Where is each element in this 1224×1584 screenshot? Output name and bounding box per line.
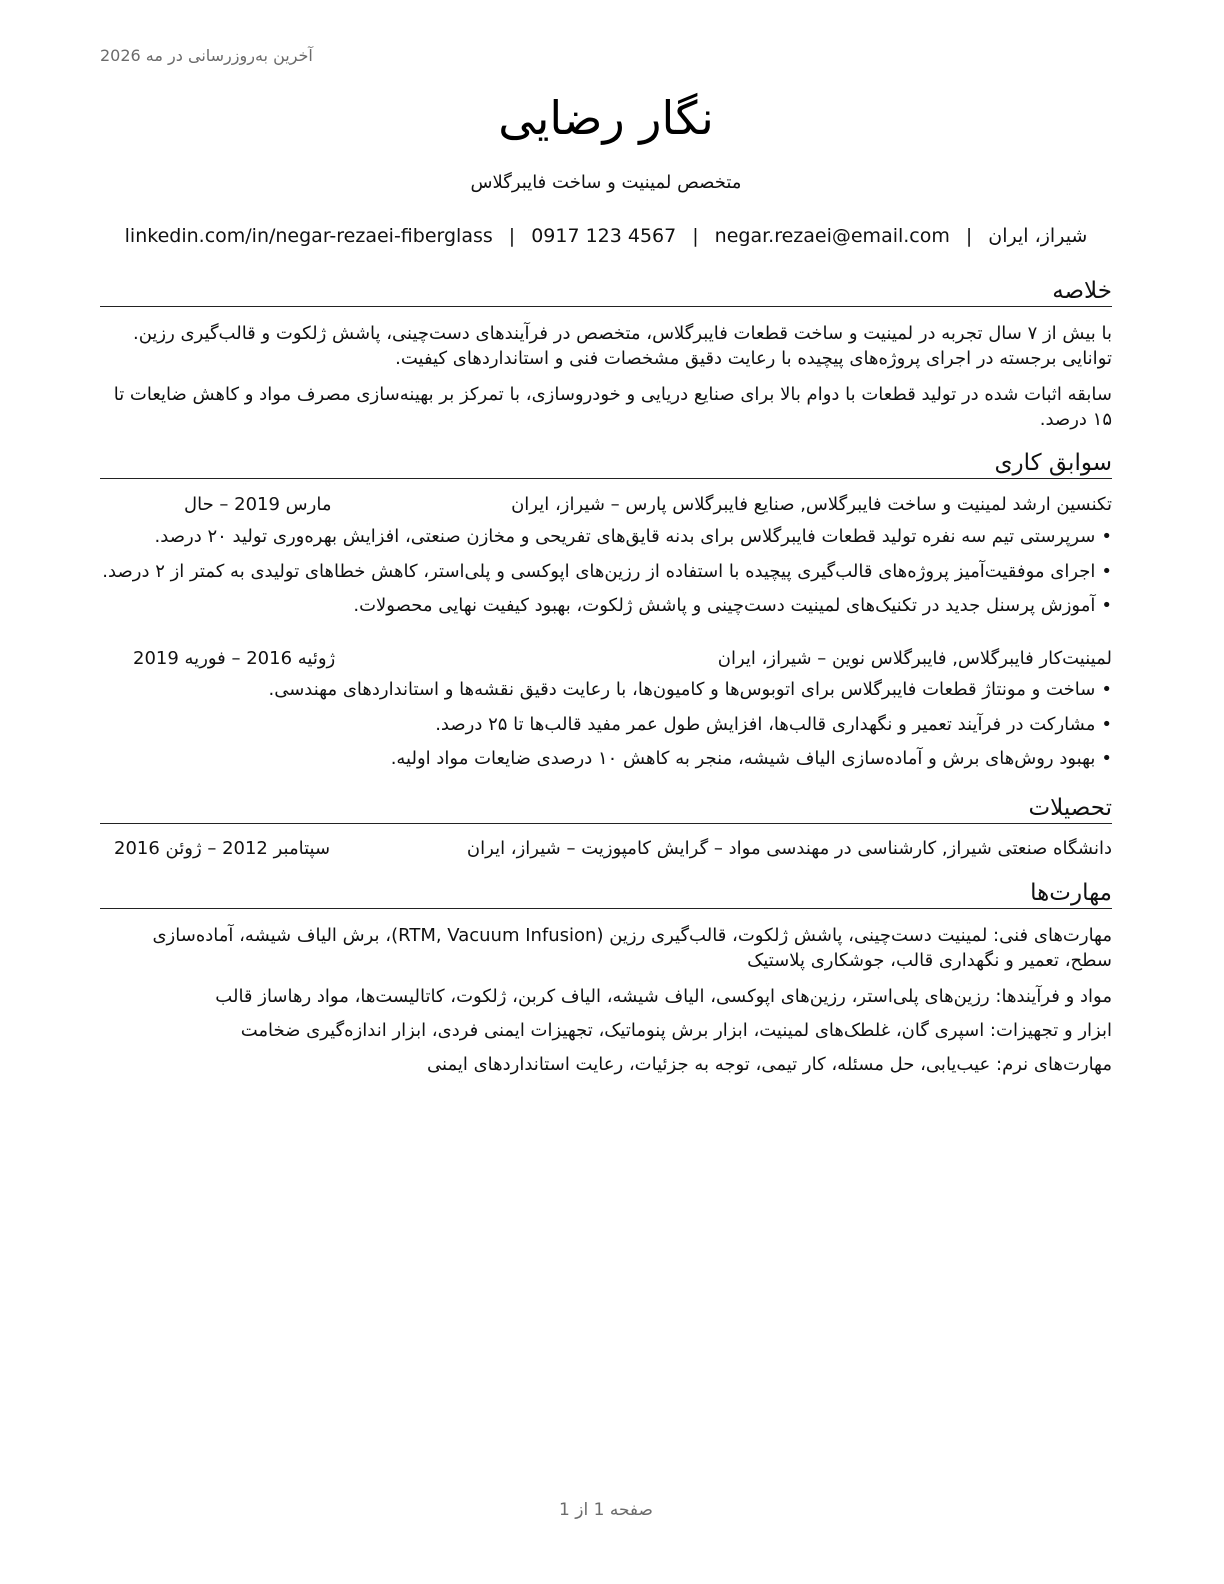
contact-line <box>100 222 1112 250</box>
summary-paragraph: با بیش از ۷ سال تجربه در لمینیت و ساخت قطعات فایبرگلاس، متخصص در فرآیندهای دست‌چینی، پاشش ژلکوت و قالب‌گیری رزین. توانایی برجسته در اجرای پروژه‌های پیچیده با رعایت دقیق مشخصات فنی و استانداردهای کیفیت. <box>132 323 1112 369</box>
job-bullet: •اجرای موفقیت‌آمیز پروژه‌های قالب‌گیری پیچیده با استفاده از رزین‌های اپوکسی و پلی‌استر، کاهش خطاهای تولیدی به کمتر از ۲ درصد. <box>100 559 1112 585</box>
contact-separator: | <box>965 225 973 247</box>
job-role-company: لمینیت‌کار فایبرگلاس, فایبرگلاس نوین – شیراز، ایران <box>717 648 1112 669</box>
job-header <box>100 646 1112 672</box>
contact-location: شیراز، ایران <box>988 225 1088 247</box>
section-heading-summary: خلاصه <box>100 276 1112 307</box>
job-bullet: •بهبود روش‌های برش و آماده‌سازی الیاف شیشه، منجر به کاهش ۱۰ درصدی ضایعات مواد اولیه. <box>100 746 1112 772</box>
bullet-dot-icon: • <box>1101 679 1112 700</box>
section-heading-experience: سوابق کاری <box>100 448 1112 479</box>
education-dates: سپتامبر 2012 – ژوئن 2016 <box>114 838 331 859</box>
bullet-dot-icon: • <box>1101 714 1112 735</box>
candidate-name: نگار رضایی <box>498 91 714 145</box>
summary-paragraph: سابقه اثبات شده در تولید قطعات با دوام بالا برای صنایع دریایی و خودروسازی، با تمرکز بر بهینه‌سازی مصرف مواد و کاهش ضایعات تا ۱۵ درصد. <box>113 384 1112 430</box>
resume-page <box>100 0 1112 1584</box>
bullet-dot-icon: • <box>1101 748 1112 769</box>
job-bullet: •آموزش پرسنل جدید در تکنیک‌های لمینیت دست‌چینی و پاشش ژلکوت، بهبود کیفیت نهایی محصولات. <box>100 593 1112 619</box>
bullet-dot-icon: • <box>1101 595 1112 616</box>
job-bullet: •سرپرستی تیم سه نفره تولید قطعات فایبرگلاس برای بدنه قایق‌های تفریحی و مخازن صنعتی، افزایش بهره‌وری تولید ۲۰ درصد. <box>100 524 1112 550</box>
job-bullet: •ساخت و مونتاژ قطعات فایبرگلاس برای اتوبوس‌ها و کامیون‌ها، با رعایت دقیق نقشه‌ها و استانداردهای مهندسی. <box>100 677 1112 703</box>
contact-separator: | <box>692 225 699 247</box>
job-dates: ژوئیه 2016 – فوریه 2019 <box>133 648 336 669</box>
skill-line: مواد و فرآیندها: رزین‌های پلی‌استر، رزین‌های اپوکسی، الیاف شیشه، الیاف کربن، ژلکوت، کاتالیست‌ها، مواد رهاساز قالب <box>215 986 1112 1007</box>
candidate-title: متخصص لمینیت و ساخت فایبرگلاس <box>470 172 742 193</box>
job-header <box>100 492 1112 518</box>
education-school-degree: دانشگاه صنعتی شیراز, کارشناسی در مهندسی مواد – گرایش کامپوزیت – شیراز، ایران <box>466 838 1112 859</box>
contact-linkedin[interactable]: linkedin.com/in/negar-rezaei-fiberglass <box>124 225 493 247</box>
section-heading-skills: مهارت‌ها <box>100 878 1112 909</box>
bullet-dot-icon: • <box>1101 561 1112 582</box>
contact-phone[interactable]: 0917 123 4567 <box>531 225 677 247</box>
job-bullet: •مشارکت در فرآیند تعمیر و نگهداری قالب‌ها، افزایش طول عمر مفید قالب‌ها تا ۲۵ درصد. <box>100 712 1112 738</box>
bullet-dot-icon: • <box>1101 526 1112 547</box>
job-dates: مارس 2019 – حال <box>184 494 332 515</box>
education-item <box>100 836 1112 862</box>
skill-line: ابزار و تجهیزات: اسپری گان، غلطک‌های لمینیت، ابزار برش پنوماتیک، تجهیزات ایمنی فردی، ابزار اندازه‌گیری ضخامت <box>240 1020 1112 1041</box>
page-number: صفحه 1 از 1 <box>559 1500 653 1520</box>
contact-email[interactable]: negar.rezaei@email.com <box>714 225 950 247</box>
contact-separator: | <box>508 225 516 247</box>
skill-line: مهارت‌های نرم: عیب‌یابی، حل مسئله، کار تیمی، توجه به جزئیات، رعایت استانداردهای ایمنی <box>427 1054 1112 1075</box>
job-role-company: تکنسین ارشد لمینیت و ساخت فایبرگلاس, صنایع فایبرگلاس پارس – شیراز، ایران <box>511 494 1112 515</box>
last-updated-text: آخرین به‌روزرسانی در مه 2026 <box>100 46 313 65</box>
skill-line: مهارت‌های فنی: لمینیت دست‌چینی، پاشش ژلکوت، قالب‌گیری رزین (RTM, Vacuum Infusion)، برش الیاف شیشه، آماده‌سازی سطح، تعمیر و نگهداری قالب، جوشکاری پلاستیک <box>152 925 1112 971</box>
section-heading-education: تحصیلات <box>100 793 1112 824</box>
